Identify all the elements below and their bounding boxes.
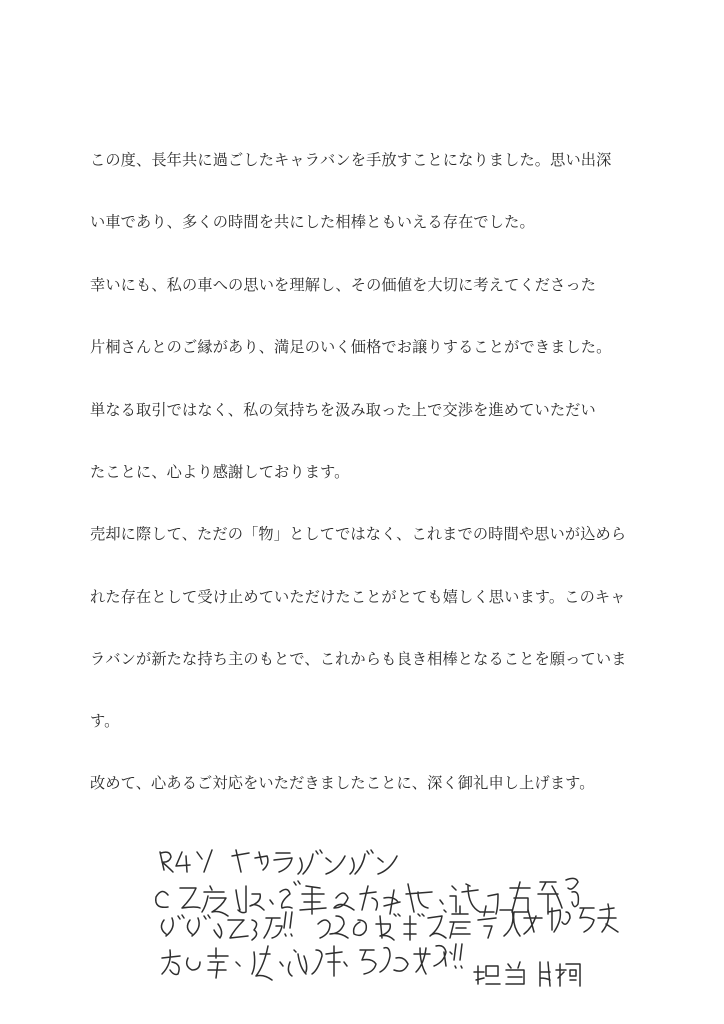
letter-line: この度、長年共に過ごしたキャラバンを手放すことになりました。思い出深: [90, 151, 612, 169]
handwritten-line-2-cont: [318, 904, 618, 940]
letter-line: 幸いにも、私の車への思いを理解し、その価値を大切に考えてくださった: [90, 276, 597, 294]
letter-line: れた存在として受け止めていただけたことがとても嬉しく思います。このキャ: [90, 588, 626, 606]
letter-line: たことに、心より感謝しております。: [90, 463, 350, 481]
letter-line: 売却に際して、ただの「物」としてではなく、これまでの時間や思いが込めら: [90, 525, 627, 543]
letter-line: 片桐さんとのご縁があり、満足のいく価格でお譲りすることができました。: [90, 338, 612, 356]
handwritten-signature: [474, 962, 580, 986]
letter-line: 改めて、心あるご対応をいただきましたことに、深く御礼申し上げます。: [90, 774, 595, 792]
letter-line: ラバンが新たな持ち主のもとで、これからも良き相棒となることを願っていま: [90, 650, 627, 668]
handwritten-line-2: [156, 878, 579, 940]
handwritten-line-3: [162, 944, 462, 980]
letter-line: す。: [90, 712, 120, 730]
handwritten-line-1: [160, 850, 397, 874]
letter-line: 単なる取引ではなく、私の気持ちを汲み取った上で交渉を進めていただい: [90, 401, 596, 419]
letter-line: い車であり、多くの時間を共にした相棒ともいえる存在でした。: [90, 213, 535, 231]
